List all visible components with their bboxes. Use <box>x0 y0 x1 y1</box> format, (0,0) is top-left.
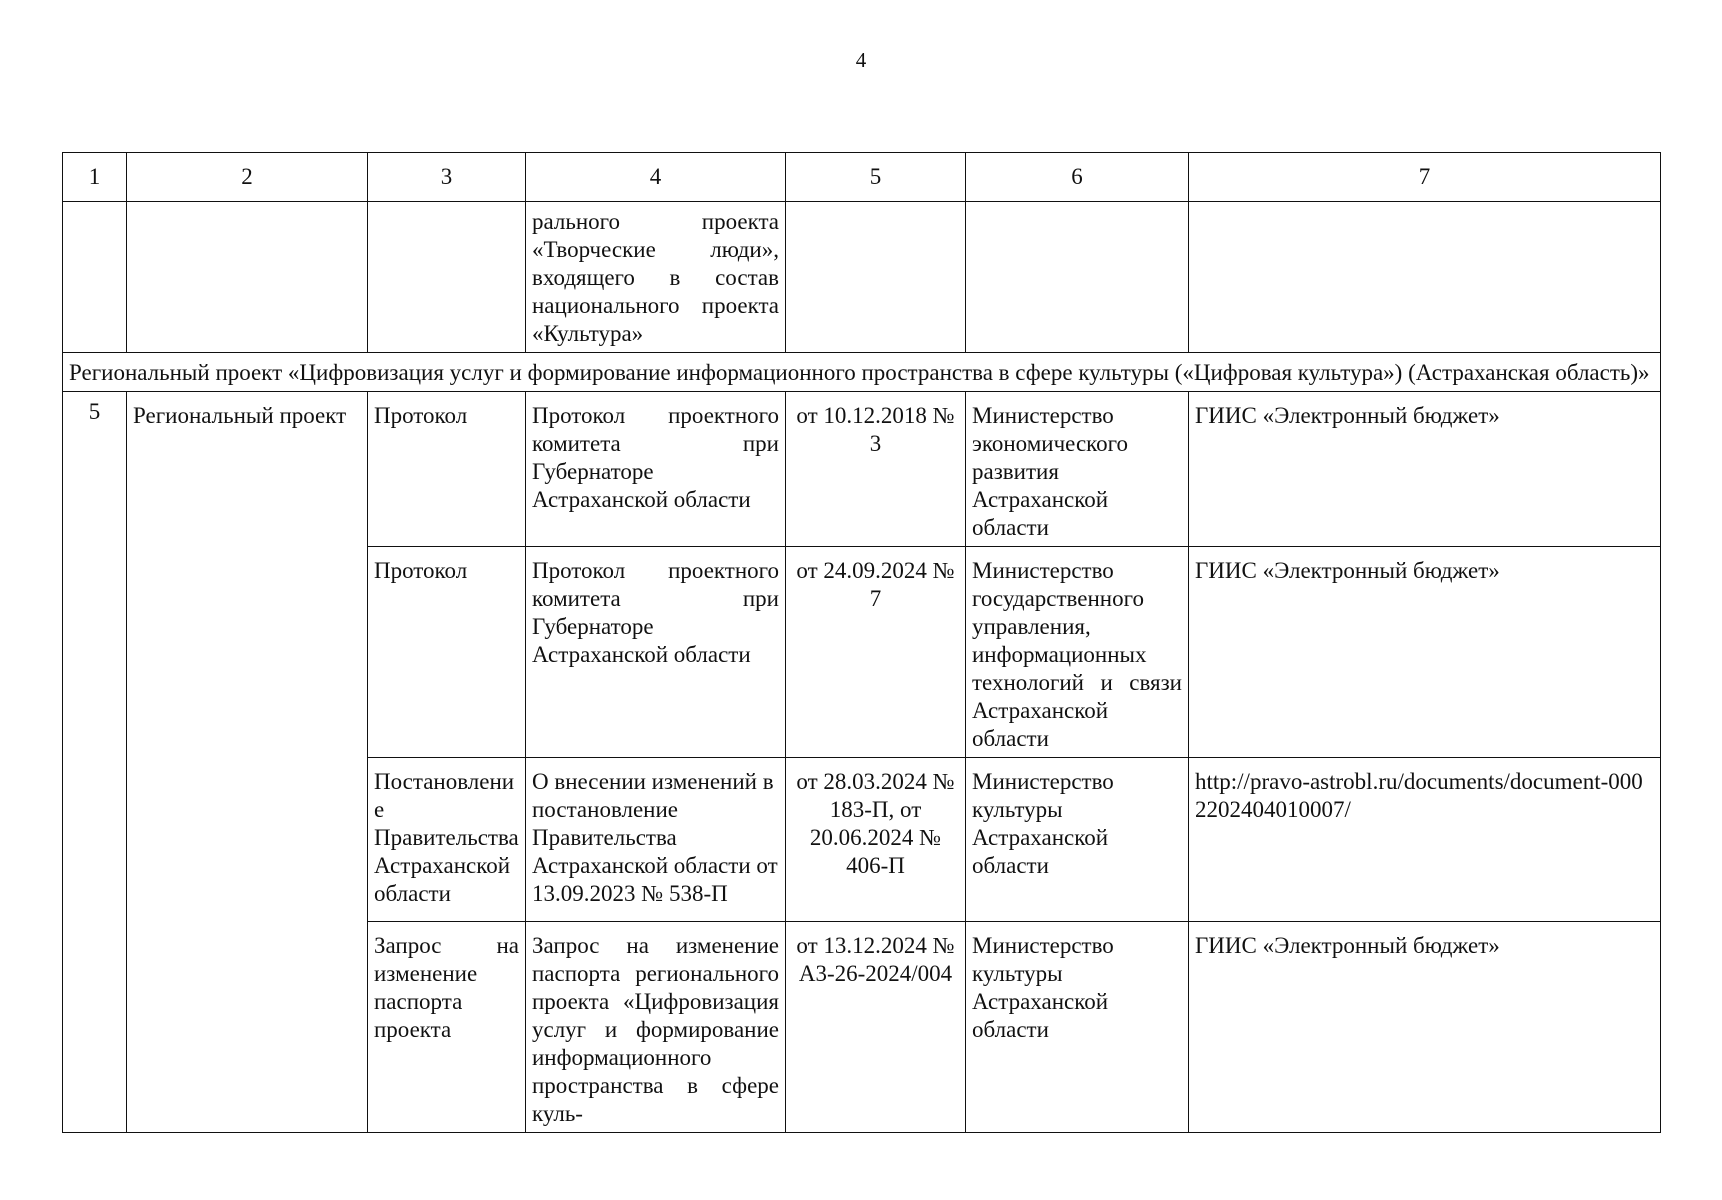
row-source: http://pravo-astrobl.ru/documents/document-0002202404010007/ <box>1189 758 1661 922</box>
continued-cell-6 <box>966 202 1189 353</box>
row-type: Протокол <box>368 392 526 547</box>
header-row <box>63 153 1661 202</box>
section-title: Региональный проект «Цифровизация услуг и формирование информационного пространства в сфере культуры («Цифровая культура») (Астраханская область)» <box>63 353 1661 392</box>
row-type: Постановление Правительства Астраханской области <box>368 758 526 922</box>
continued-cell-3 <box>368 202 526 353</box>
group-name: Региональный проект <box>127 392 368 1133</box>
row-date-number: от 24.09.2024 № 7 <box>786 547 966 758</box>
row-type: Протокол <box>368 547 526 758</box>
row-title: Протокол проектного комитета при Губернаторе Астраханской области <box>526 547 786 758</box>
header-cell-5: 5 <box>786 153 966 202</box>
row-title: О внесении изменений в постановление Правительства Астраханской области от 13.09.2023 № 538-П <box>526 758 786 922</box>
continued-cell-1 <box>63 202 127 353</box>
continued-cell-2 <box>127 202 368 353</box>
row-agency: Министерство культуры Астраханской области <box>966 758 1189 922</box>
header-cell-3: 3 <box>368 153 526 202</box>
section-row <box>63 353 1661 392</box>
row-title: Протокол проектного комитета при Губернаторе Астраханской области <box>526 392 786 547</box>
header-cell-2: 2 <box>127 153 368 202</box>
row-source: ГИИС «Электронный бюджет» <box>1189 392 1661 547</box>
row-agency: Министерство культуры Астраханской области <box>966 922 1189 1133</box>
row-date-number: от 28.03.2024 № 183-П, от 20.06.2024 № 406-П <box>786 758 966 922</box>
row-source: ГИИС «Электронный бюджет» <box>1189 547 1661 758</box>
row-type: Запрос на изменение паспорта проекта <box>368 922 526 1133</box>
row-title: Запрос на изменение паспорта регионального проекта «Цифровизация услуг и формирование информационного пространства в сфере куль- <box>526 922 786 1133</box>
header-cell-1: 1 <box>63 153 127 202</box>
continued-cell-7 <box>1189 202 1661 353</box>
row-date-number: от 10.12.2018 № 3 <box>786 392 966 547</box>
row-source: ГИИС «Электронный бюджет» <box>1189 922 1661 1133</box>
row-agency: Министерство государственного управления, информационных технологий и связи Астраханской области <box>966 547 1189 758</box>
registry-table <box>62 152 1661 1133</box>
continued-cell-5 <box>786 202 966 353</box>
row-date-number: от 13.12.2024 № А3-26-2024/004 <box>786 922 966 1133</box>
continued-row <box>63 202 1661 353</box>
row-agency: Министерство экономического развития Астраханской области <box>966 392 1189 547</box>
header-cell-6: 6 <box>966 153 1189 202</box>
table-row <box>63 392 1661 547</box>
continued-cell-4: рального проекта «Творческие люди», входящего в состав национального проекта «Культура» <box>526 202 786 353</box>
header-cell-4: 4 <box>526 153 786 202</box>
group-number: 5 <box>63 392 127 1133</box>
header-cell-7: 7 <box>1189 153 1661 202</box>
page-number: 4 <box>855 48 867 72</box>
